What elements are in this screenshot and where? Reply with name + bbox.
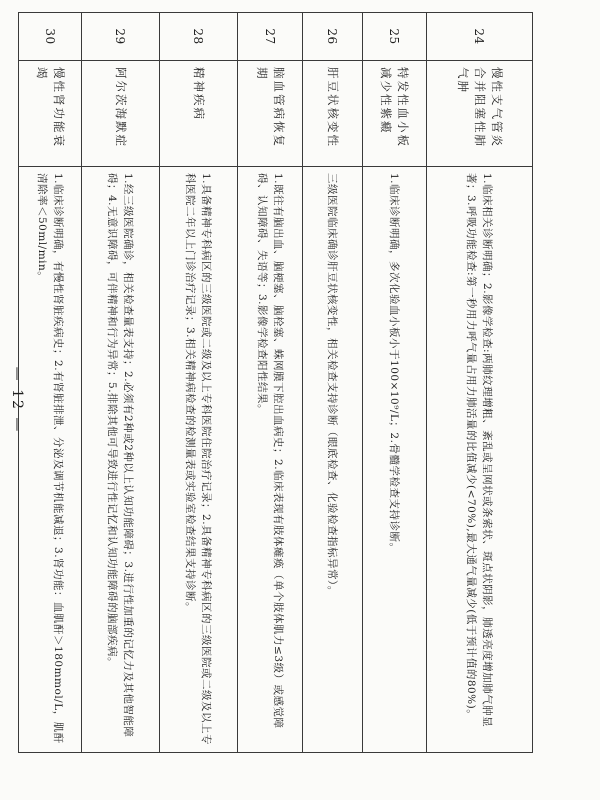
row-number: 26 (303, 13, 363, 61)
disease-name: 脑血管病恢复期 (238, 61, 303, 167)
row-number: 30 (19, 13, 82, 61)
table-row (160, 13, 238, 753)
row-number: 24 (427, 13, 533, 61)
table-row (82, 13, 160, 753)
diagnosis-criteria: 1.临床诊断明确，多次化验血小板小于100×10⁹/L；2.骨髓学检查支持诊断。 (363, 167, 427, 753)
disease-criteria-table (18, 12, 533, 753)
disease-name: 阿尔茨海默症 (82, 61, 160, 167)
diagnosis-criteria: 1.临床诊断明确，有慢性肾脏疾病史；2.有肾脏排泄、分泌及调节机能减退；3.肾功能：血肌酐＞180mmol/L，肌酐清除率＜50ml/min。 (19, 167, 82, 753)
diagnosis-criteria: 1.具备精神专科病区的三级医院或二级及以上专科医院住院治疗记录；2.具备精神专科病区的三级医院或二级及以上专科医院二年以上门诊治疗记录；3.相关精神病检查的检测量表或实验室检查结果支持诊断。 (160, 167, 238, 753)
row-number: 25 (363, 13, 427, 61)
diagnosis-criteria: 1.既往有脑出血、脑梗塞、脑栓塞、蛛网膜下腔出血病史；2.临床表现有肢体瘫痪（单个肢体肌力≤3级）或感觉障碍、认知障碍、失语等；3.影像学检查阳性结果。 (238, 167, 303, 753)
disease-name: 慢性支气管炎合并阻塞性肺气肿 (427, 61, 533, 167)
table-row (303, 13, 363, 753)
table-row (427, 13, 533, 753)
disease-name: 特发性血小板减少性紫癜 (363, 61, 427, 167)
disease-name: 慢性肾功能衰竭 (19, 61, 82, 167)
disease-name: 精神疾病 (160, 61, 238, 167)
table-row (238, 13, 303, 753)
page-number: — 12 — (9, 366, 25, 434)
diagnosis-criteria: 1.临床相关诊断明确；2.影像学检查:两肺纹理增粗、紊乱或呈网状或条索状、斑点状阴影，肺透亮度增加肺气肿显著；3.呼吸功能检查:第一秒用力呼气量占用力肺活量的比值减少(<70%),最大通气量减少(低于预计值的80%)。 (427, 167, 533, 753)
table-row (363, 13, 427, 753)
diagnosis-criteria: 三级医院临床确诊肝豆状核变性，相关检查支持诊断（眼底检查、化验检查指标异常）。 (303, 167, 363, 753)
table-row (19, 13, 82, 753)
disease-name: 肝豆状核变性 (303, 61, 363, 167)
row-number: 27 (238, 13, 303, 61)
row-number: 29 (82, 13, 160, 61)
row-number: 28 (160, 13, 238, 61)
diagnosis-criteria: 1.经三级医院确诊，相关检查量表支持；2.必须有2种或2种以上认知功能障碍；3.进行性加重的记忆力及其他智能障碍；4.无意识障碍，可伴精神和行为异常；5.排除其他可导致进行性记忆和认知功能障碍的脑部疾病。 (82, 167, 160, 753)
